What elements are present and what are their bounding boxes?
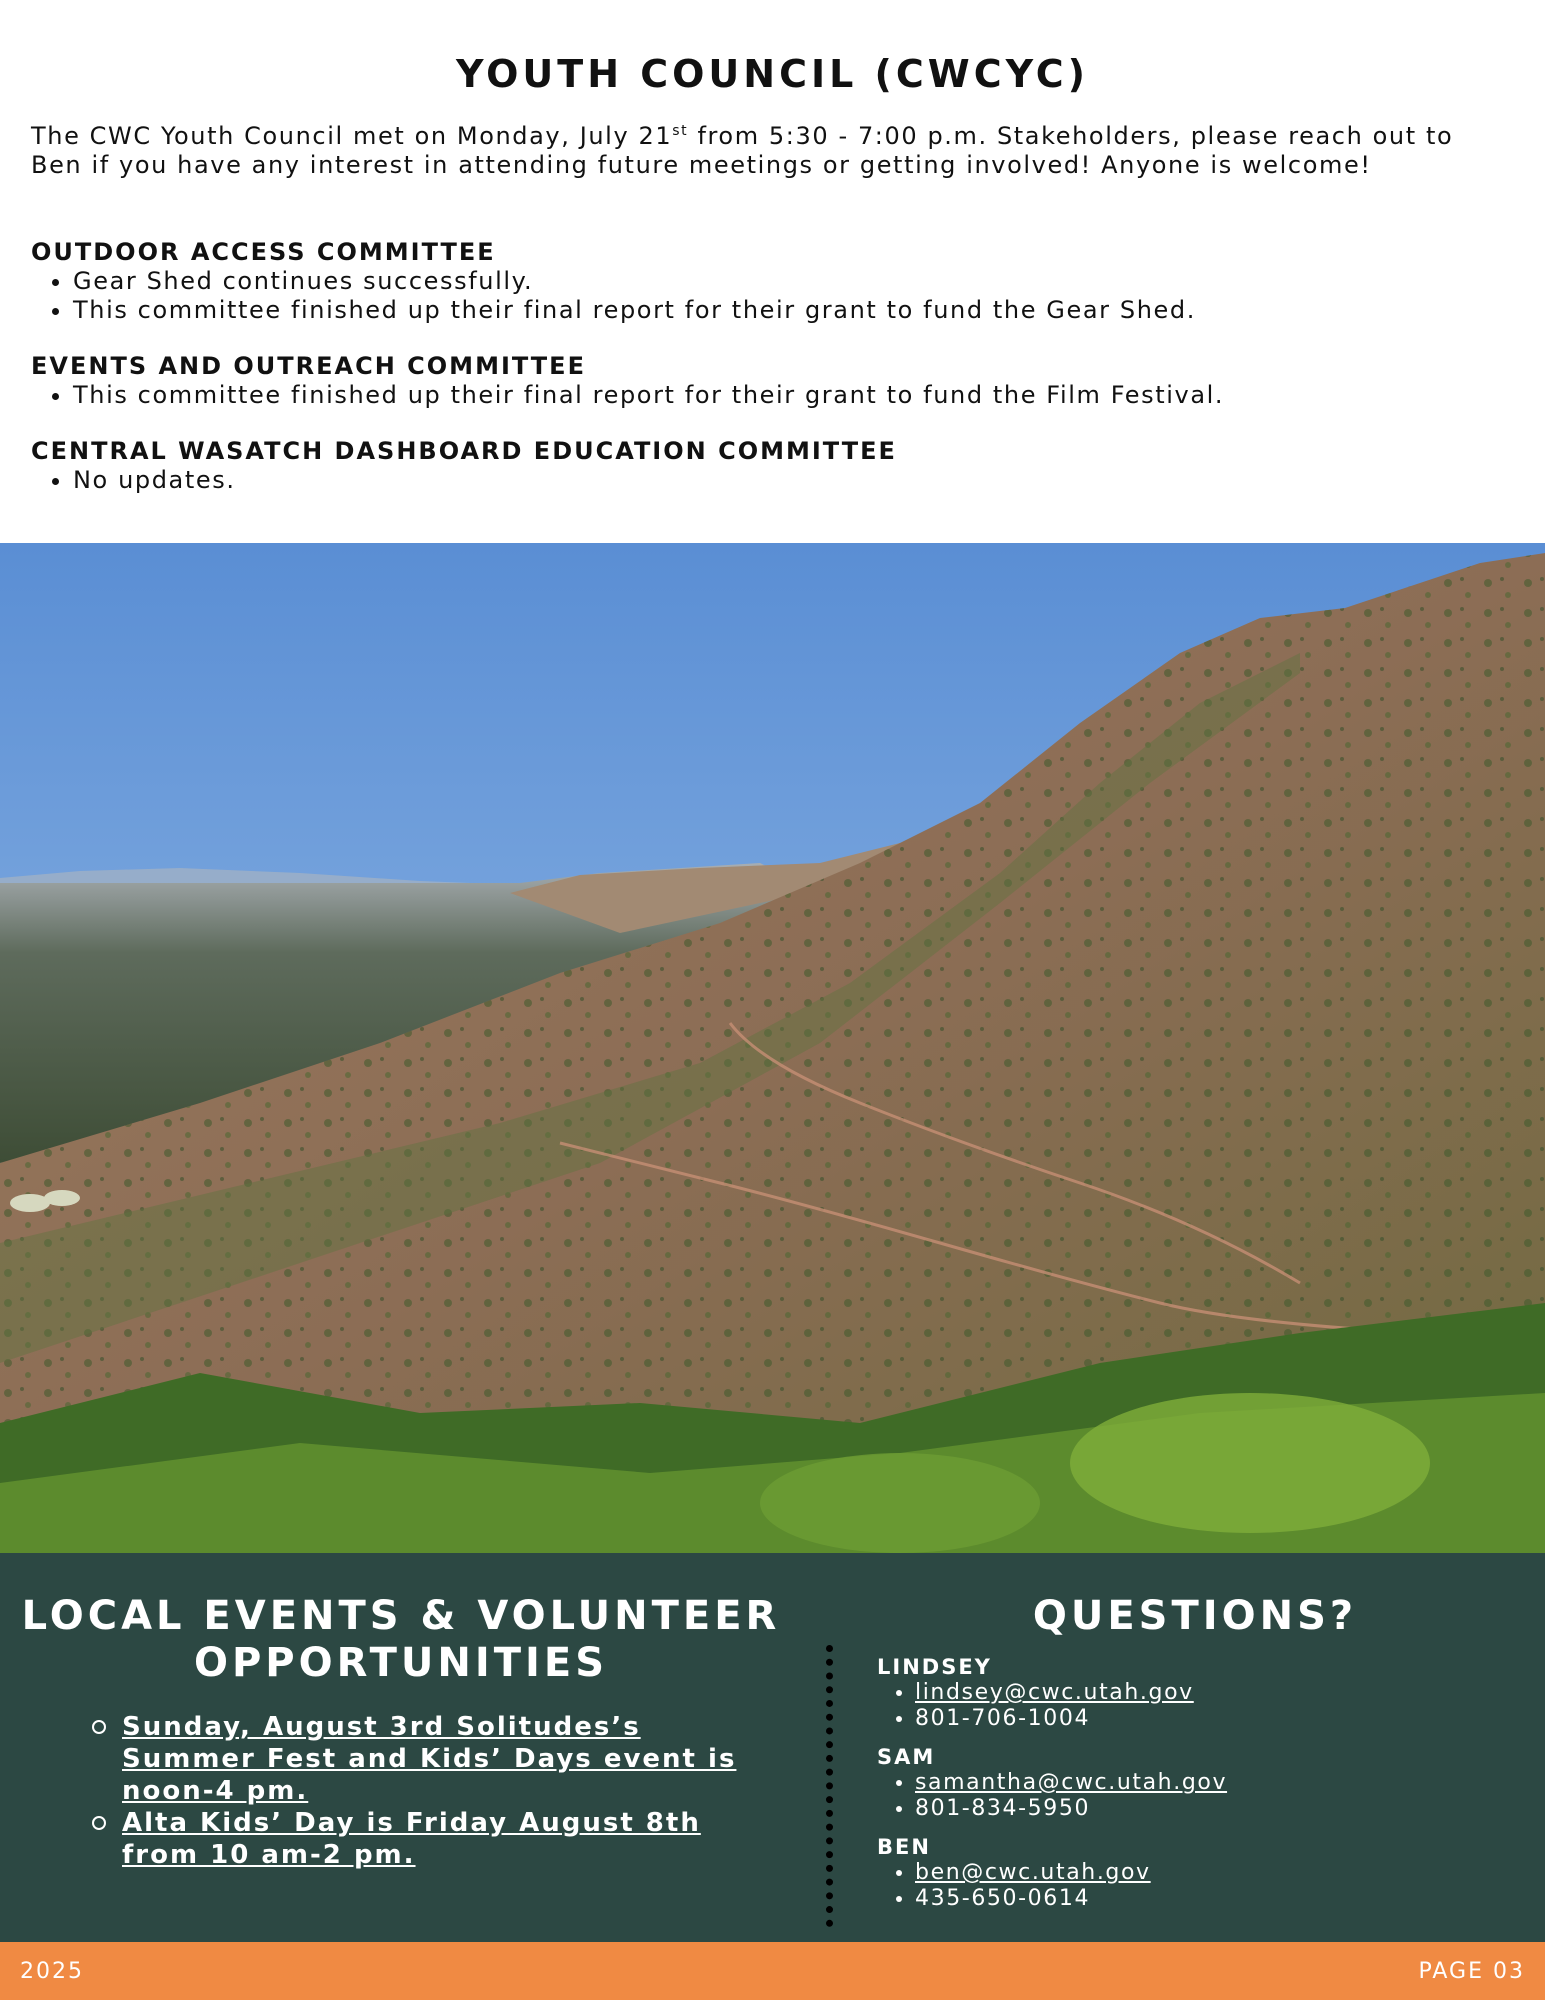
contact-lindsey (877, 1654, 1477, 1732)
committee-heading: OUTDOOR ACCESS COMMITTEE (31, 238, 496, 266)
list-item: • This committee finished up their final report for their grant to fund the Gear Shed. (73, 296, 1521, 325)
event-item[interactable]: Sunday, August 3rd Solitudes’s Summer Fest and Kids’ Days event is noon-4 pm. (122, 1711, 772, 1807)
intro-text-end: from 5:30 - 7:00 p.m. Stakeholders, please reach out to Ben if you have any interest in attending future meetings or getting involved! Anyone is welcome! (31, 122, 1454, 179)
committee-heading: CENTRAL WASATCH DASHBOARD EDUCATION COMMITTEE (31, 437, 897, 465)
contact-name: SAM (877, 1745, 936, 1769)
intro-paragraph (31, 122, 1511, 180)
contact-details (877, 1860, 1477, 1912)
mountain-landscape-photo (0, 543, 1545, 1553)
dotted-divider (826, 1645, 833, 1927)
email-link[interactable]: ben@cwc.utah.gov (915, 1860, 1151, 1885)
event-item[interactable]: Alta Kids’ Day is Friday August 8th from 10 am-2 pm. (122, 1807, 772, 1871)
list-item: • This committee finished up their final report for their grant to fund the Film Festival. (73, 381, 1521, 410)
contact-email-item (915, 1770, 1477, 1796)
email-link[interactable]: samantha@cwc.utah.gov (915, 1770, 1228, 1795)
contact-email-item (915, 1860, 1477, 1886)
intro-text-start: The CWC Youth Council met on Monday, July 21 (31, 122, 673, 150)
committee-heading: EVENTS AND OUTREACH COMMITTEE (31, 352, 586, 380)
contact-phone: • 435-650-0614 (915, 1886, 1477, 1912)
contact-email-item (915, 1680, 1477, 1706)
committee-outdoor-access (31, 238, 1521, 325)
committee-dashboard-education (31, 437, 1521, 495)
list-item: • Gear Shed continues successfully. (73, 267, 1521, 296)
contact-name: BEN (877, 1835, 931, 1859)
email-link[interactable]: lindsey@cwc.utah.gov (915, 1680, 1194, 1705)
page-footer (0, 1942, 1545, 2000)
committee-list (31, 466, 1521, 495)
contact-sam (877, 1744, 1477, 1822)
events-and-questions-panel (0, 1553, 1545, 1942)
youth-council-section (0, 0, 1545, 543)
contact-phone: • 801-706-1004 (915, 1706, 1477, 1732)
intro-ordinal-suffix: st (672, 123, 689, 139)
events-title: LOCAL EVENTS & VOLUNTEER OPPORTUNITIES (21, 1593, 781, 1686)
page-title: YOUTH COUNCIL (CWCYC) (455, 52, 1090, 96)
questions-title: QUESTIONS? (1032, 1593, 1358, 1639)
committee-list (31, 381, 1521, 410)
contact-name: LINDSEY (877, 1655, 992, 1679)
list-item: • No updates. (73, 466, 1521, 495)
committee-events-outreach (31, 352, 1521, 410)
events-list (122, 1711, 772, 1871)
page-number: PAGE 03 (1418, 1959, 1525, 1984)
contact-details (877, 1680, 1477, 1732)
contact-ben (877, 1834, 1477, 1912)
footer-year: 2025 (20, 1959, 84, 1984)
contact-details (877, 1770, 1477, 1822)
contact-phone: • 801-834-5950 (915, 1796, 1477, 1822)
committee-list (31, 267, 1521, 325)
